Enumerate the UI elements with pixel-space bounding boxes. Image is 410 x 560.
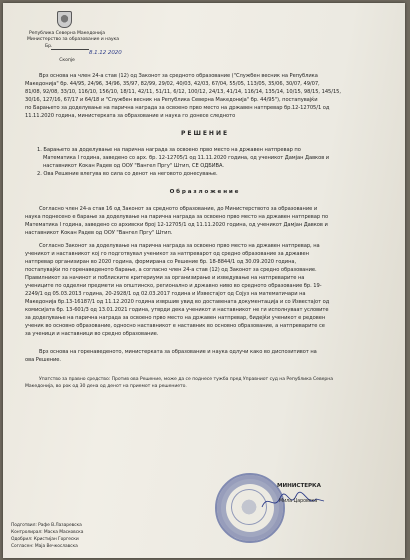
- legal-remedy-line: Македонија, во рок од 30 дена од денот на приемот на решението.: [25, 384, 187, 389]
- legal-basis-line: 81/08, 92/08, 33/10, 116/10, 156/10, 18/11, 42/11, 51/11, 6/12, 100/12, 24/13, 41/14, 116/14, 135/14, 10/15, 98/15, 145/15,: [25, 89, 341, 95]
- reasoning-line: Математика I година, заведено со архивски број 12-12705/1 од 11.11.2020 година, од ученикот Дамјан Давков и: [25, 222, 328, 228]
- letterhead-country: Република Северна Македонија: [29, 31, 105, 36]
- reasoning-line: натпревар организиран во 2020 година, формирана со Решение бр. 18-8844/1 од 30.09.2020 година,: [25, 259, 297, 265]
- coat-of-arms-icon: [57, 11, 72, 28]
- reasoning-line: за доделување на парична награда за освоено прво место на државен натпревар, бидејќи ученикот е редовен: [25, 315, 326, 321]
- reasoning-line: наставникот Кокан Радев од ООУ "Вангел Пргу" Штип.: [25, 230, 173, 236]
- letterhead-city: Скопје: [59, 58, 75, 63]
- reasoning-line: ученикот и наставникот кој го подготвувал ученикот за натпреварот од средно образование за државен: [25, 251, 309, 257]
- decision-title: Р Е Ш Е Н И Е: [180, 130, 228, 137]
- footer-line: Контролирал: Маска Масковска: [11, 530, 84, 535]
- letterhead-number-label: Бр.: [45, 44, 53, 49]
- decision-item-line: Математика I година, заведено со арх. бр. 12-12705/1 од 11.11.2020 година, од ученикот Дамјан Давков и: [43, 155, 330, 161]
- reasoning-line: Македонија бр.13-16187/1 од 11.12.2020 година извршив увид во доставената документација и со Известајот од: [25, 299, 330, 305]
- footer-line: Согласен: Маја Вечкославска: [11, 544, 78, 549]
- reasoning-line: Правилникот за начинот и поблиските критериуми за организирање и изведување на натпреварите на: [25, 275, 305, 281]
- handwritten-date: 8.1.12 2020: [89, 50, 122, 56]
- signature-role: МИНИСТЕРКА: [277, 483, 321, 489]
- reasoning-line: наука поднесено е барање за доделување на парична награда за освоено прво место на државен натпревар по: [25, 214, 329, 220]
- legal-basis-line: по Барањето за доделување на парична награда за освоено прво место на државен натпревар бр.12-12705/1 од: [25, 105, 330, 111]
- footer-line: Одобрил: Кристијан Горгески: [11, 537, 79, 542]
- document-page: [3, 3, 405, 558]
- reasoning-line: Согласно Законот за доделување на парична награда за освоено прво место на државен натпревар, на: [39, 243, 320, 249]
- number-line: [51, 44, 89, 50]
- legal-basis-line: 11.11.2020 година, министерката за образование и наука го донесе следното: [25, 113, 236, 119]
- legal-basis-line: Врз основа на член 24-а став (12) од Законот за средното образование ("Службен весник на Република: [39, 73, 318, 79]
- reasoning-line: 2249/1 од 05.03.2013 година, 20-2928/1 од 02.03.2017 година и Известајот од Сојуз на математичари на: [25, 291, 306, 297]
- closing-line: Врз основа на горенаведеното, министерката за образование и наука одлучи како во диспозитивот на: [39, 349, 317, 355]
- decision-item-line: наставникот Кокан Радев од ООУ "Вангел Пргу" Штип, СЕ ОДБИВА.: [43, 163, 225, 169]
- legal-basis-line: 30/16, 127/16, 67/17 и 64/18 и "Службен весник на Република Северна Македонија" бр. 44/95"), постапувајќи: [25, 97, 318, 103]
- reasoning-line: ученик во основно образование, односно наставникот е наставник во основно образование, а натпреварите се: [25, 323, 325, 329]
- legal-remedy-line: Упатство за правно средство: Против ова Решение, може да се поднесе тужба пред Управниот суд на Република Северна: [39, 377, 333, 382]
- legal-basis-line: Македонија" бр. 44/95, 24/96, 34/96, 35/97, 82/99, 29/02, 40/03, 42/03, 67/04, 55/05, 113/05, 35/06, 30/07, 49/07,: [25, 81, 320, 87]
- signature-name: Мила Царовска: [279, 499, 318, 504]
- reasoning-line: за ученици и наставници во средно образование.: [25, 331, 159, 337]
- reasoning-line: учениците по одделни предмети на општинско, регионално и државно ниво во средното образование бр. 19-: [25, 283, 322, 289]
- footer-line: Подготвил: Рафе В.Лазаревска: [11, 523, 82, 528]
- decision-item-line: 2. Ова Решение влегува во сила со денот на неговото донесување.: [37, 171, 218, 177]
- decision-item-line: 1. Барањето за доделување на парична награда за освоено прво место на државен натпревар по: [37, 147, 301, 153]
- letterhead-ministry: Министерство за образование и наука: [27, 37, 120, 42]
- reasoning-line: комисијата бр. 13-601/3 од 13.01.2021 година, утврди дека ученикот и наставникот не ги исполнуваат условите: [25, 307, 329, 313]
- reasoning-line: постапувајќи по горенаведеното барање, а согласно член 24-а став (12) од Законот за средно образование.: [25, 267, 317, 273]
- reasoning-line: Согласно член 24-а став 16 од Законот за средното образование, до Министерството за образование и: [39, 206, 318, 212]
- closing-line: ова Решение.: [25, 357, 61, 363]
- reasoning-title: О б р а з л о ж е н и е: [169, 189, 239, 195]
